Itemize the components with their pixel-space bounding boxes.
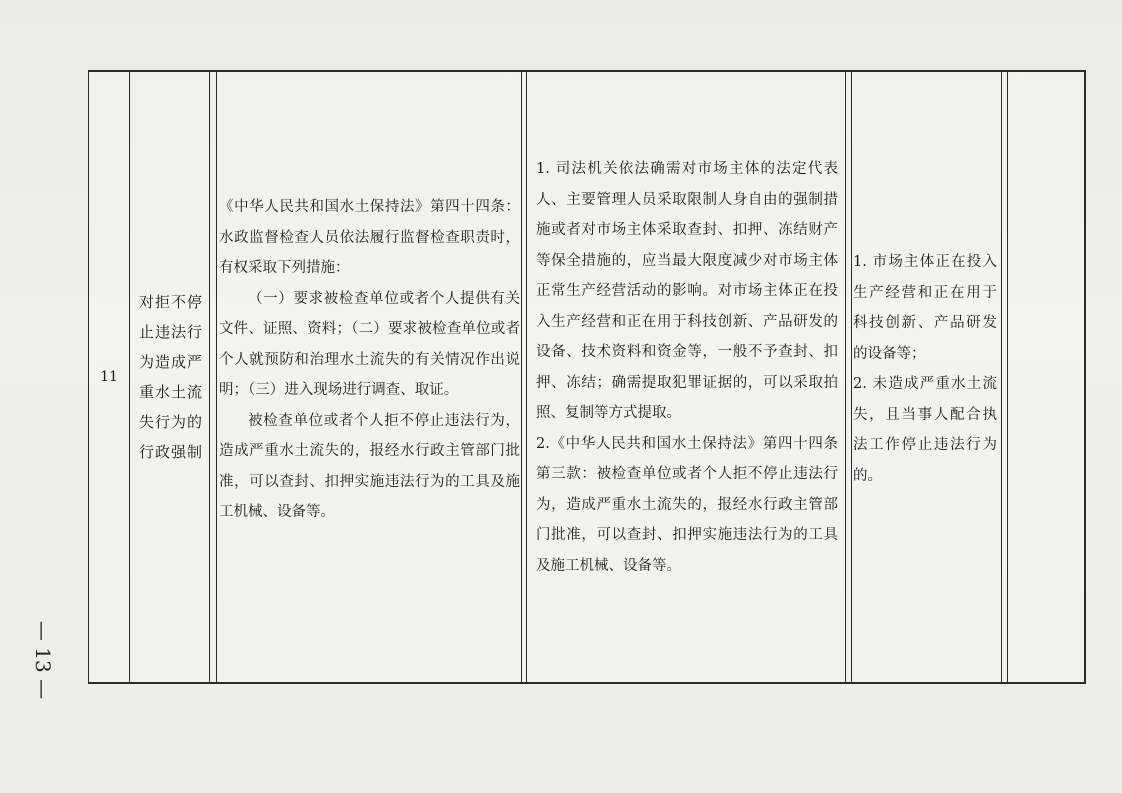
legal-basis-paragraph: 被检查单位或者个人拒不停止违法行为，造成严重水土流失的，报经水行政主管部门批准，可以查封、扣押实施违法行为的工具及施工机械、设备等。	[219, 412, 520, 520]
table-divider	[1001, 72, 1002, 682]
condition-paragraph: 1. 司法机关依法确需对市场主体的法定代表人、主要管理人员采取限制人身自由的强制措施或者对市场主体采取查封、扣押、冻结财产等保全措施的，应当最大限度减少对市场主体正常生产经营活动的影响。对市场主体正在投入生产经营和正在用于科技创新、产品研发的设备、技术资料和资金等，一般不予查封、扣押、冻结；确需提取犯罪证据的，可以采取拍照、复制等方式提取。	[536, 161, 838, 421]
exemption-paragraph: 1. 市场主体正在投入生产经营和正在用于科技创新、产品研发的设备等；	[853, 254, 997, 362]
legal-basis-paragraph: （一）要求被检查单位或者个人提供有关文件、证照、资料；（二）要求被检查单位或者个人就预防和治理水土流失的有关情况作出说明；（三）进入现场进行调查、取证。	[219, 290, 520, 398]
table-divider	[209, 72, 210, 682]
regulation-table	[88, 70, 1086, 684]
item-title-line: 对拒不停	[138, 293, 203, 311]
item-title-line: 失行为的	[138, 413, 203, 431]
exemption-paragraph: 2. 未造成严重水土流失，且当事人配合执法工作停止违法行为的。	[853, 376, 997, 484]
item-title-line: 止违法行	[138, 323, 203, 341]
implementation-conditions-cell	[526, 154, 844, 581]
condition-paragraph: 2.《中华人民共和国水土保持法》第四十四条第三款：被检查单位或者个人拒不停止违法行为，造成严重水土流失的，报经水行政主管部门批准，可以查封、扣押实施违法行为的工具及施工机械、设备等。	[536, 435, 838, 574]
exemption-cell	[845, 247, 1001, 491]
item-title-line: 行政强制	[138, 443, 203, 461]
item-title	[133, 72, 209, 682]
item-title-line: 重水土流	[138, 383, 203, 401]
page-number: — 13 —	[31, 620, 56, 700]
item-title-line: 为造成严	[138, 353, 203, 371]
row-number: 11	[100, 369, 118, 385]
legal-basis-paragraph: 《中华人民共和国水土保持法》第四十四条：水政监督检查人员依法履行监督检查职责时，有权采取下列措施：	[219, 199, 520, 276]
legal-basis-cell	[211, 192, 526, 528]
remark-cell	[1007, 72, 1085, 682]
